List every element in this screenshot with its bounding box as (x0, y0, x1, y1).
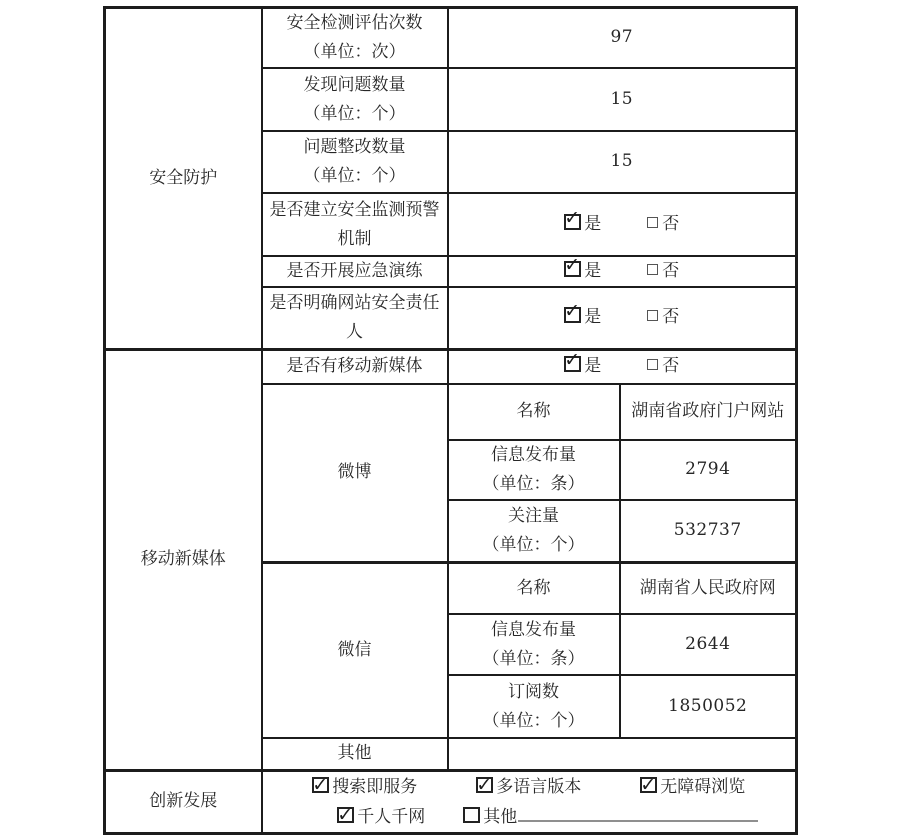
metric-value: 15 (448, 68, 797, 131)
sub-label-cell (448, 440, 620, 500)
metric-label: 安全检测评估次数 (286, 13, 423, 33)
sub-unit: （单位：条） (482, 474, 585, 494)
checkbox-multilanguage-icon[interactable] (476, 777, 493, 793)
question-label: 人 (346, 321, 363, 342)
other-blank-line[interactable] (518, 807, 758, 822)
sub-value-cell: 湖南省人民政府网 (620, 562, 797, 614)
sub-value-cell: 2794 (620, 440, 797, 500)
checkbox-yes-icon[interactable] (564, 307, 581, 323)
checkbox-no-icon[interactable] (647, 217, 658, 228)
no-label: 否 (662, 307, 680, 328)
sub-value-cell: 532737 (620, 500, 797, 562)
yesno-cell (448, 287, 797, 349)
innovation-options-cell (262, 770, 797, 833)
sub-label-cell (448, 614, 620, 675)
other-value-cell (448, 738, 797, 770)
platform-label-wechat: 微信 (262, 562, 448, 738)
yes-label: 是 (584, 356, 602, 377)
question-label: 机制 (337, 228, 372, 249)
section-label-mobile: 移动新媒体 (105, 349, 262, 770)
question-label: 是否建立安全监测预警 (269, 199, 440, 220)
metric-unit: （单位：个） (303, 166, 406, 186)
innovation-line-2 (263, 802, 796, 832)
metric-label: 发现问题数量 (303, 74, 406, 95)
sub-label-cell: 名称 (448, 384, 620, 440)
sub-label-cell: 名称 (448, 562, 620, 614)
section-label-innovation: 创新发展 (105, 770, 262, 833)
innovation-option (283, 772, 447, 802)
no-label: 否 (662, 260, 680, 281)
metric-label-cell (262, 68, 448, 131)
checkbox-no-icon[interactable] (647, 310, 658, 321)
metric-value: 97 (448, 8, 797, 69)
metric-label-cell (262, 8, 448, 69)
annual-report-table (103, 6, 798, 835)
question-label-cell: 是否有移动新媒体 (262, 349, 448, 384)
checkbox-search-service-icon[interactable] (312, 777, 329, 793)
option-label: 无障碍浏览 (660, 776, 746, 797)
sub-label-cell (448, 675, 620, 738)
sub-unit: （单位：条） (482, 648, 585, 669)
metric-unit: （单位：个） (303, 103, 406, 124)
metric-label-cell (262, 131, 448, 193)
metric-label: 问题整改数量 (303, 137, 406, 157)
metric-value: 15 (448, 131, 797, 193)
checkbox-yes-icon[interactable] (564, 261, 581, 277)
checkbox-no-icon[interactable] (647, 264, 658, 275)
section-label-security: 安全防护 (105, 8, 262, 350)
question-label-cell (262, 287, 448, 349)
checkbox-accessibility-icon[interactable] (640, 777, 657, 793)
innovation-option (299, 802, 463, 832)
sub-unit: （单位：个） (482, 534, 585, 555)
no-label: 否 (662, 356, 680, 377)
yes-label: 是 (584, 307, 602, 328)
checkbox-yes-icon[interactable] (564, 356, 581, 372)
yesno-cell (448, 349, 797, 384)
option-label: 其他 (483, 806, 518, 827)
sub-unit: （单位：个） (482, 710, 585, 731)
checkbox-other-icon[interactable] (463, 807, 480, 823)
innovation-line-1 (263, 772, 796, 802)
innovation-option (447, 772, 611, 802)
yesno-cell (448, 256, 797, 287)
sub-value-cell: 湖南省政府门户网站 (620, 384, 797, 440)
innovation-option (611, 772, 775, 802)
checkbox-no-icon[interactable] (647, 359, 658, 370)
sub-value-cell: 1850052 (620, 675, 797, 738)
option-label: 搜索即服务 (332, 776, 418, 797)
no-label: 否 (662, 213, 680, 234)
platform-label-weibo: 微博 (262, 384, 448, 562)
yes-label: 是 (584, 260, 602, 281)
sub-label: 关注量 (508, 505, 559, 526)
innovation-option (463, 807, 517, 827)
option-label: 多语言版本 (496, 776, 582, 797)
sub-label-cell (448, 500, 620, 562)
yesno-cell (448, 193, 797, 256)
yes-label: 是 (584, 213, 602, 234)
checkbox-personalized-icon[interactable] (337, 807, 354, 823)
sub-label: 信息发布量 (491, 445, 576, 465)
question-label: 是否明确网站安全责任 (269, 292, 440, 313)
metric-unit: （单位：次） (303, 42, 406, 62)
sub-label: 信息发布量 (491, 619, 576, 640)
other-label-cell: 其他 (262, 738, 448, 770)
option-label: 千人千网 (357, 806, 426, 827)
checkbox-yes-icon[interactable] (564, 214, 581, 230)
question-label-cell: 是否开展应急演练 (262, 256, 448, 287)
question-label-cell (262, 193, 448, 256)
sub-value-cell: 2644 (620, 614, 797, 675)
sub-label: 订阅数 (508, 681, 559, 702)
